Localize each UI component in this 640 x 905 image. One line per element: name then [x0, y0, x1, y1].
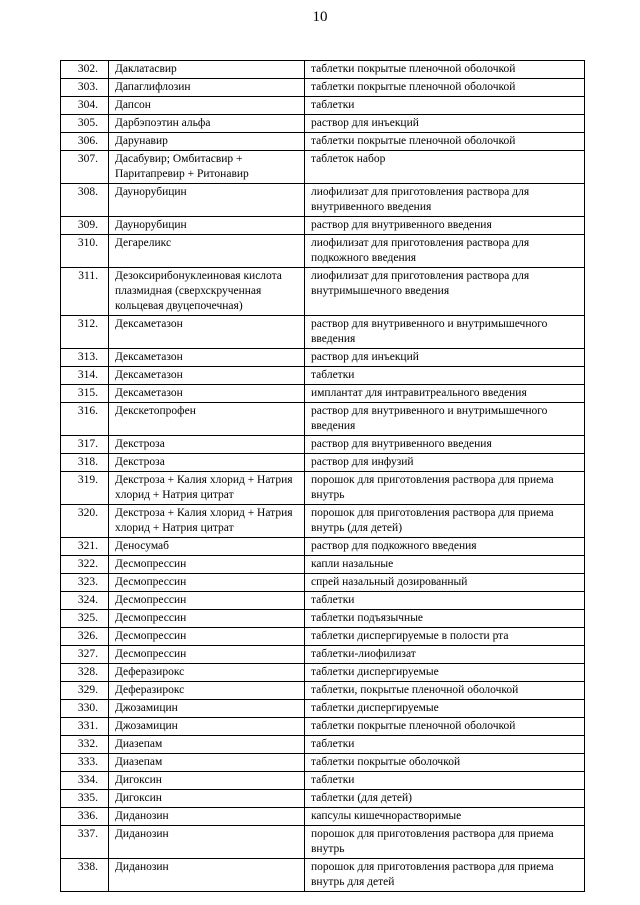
row-number-cell: 320. — [61, 505, 109, 538]
dosage-form-cell: таблетки — [305, 736, 585, 754]
row-number-cell: 324. — [61, 592, 109, 610]
page-number: 10 — [312, 9, 328, 25]
row-number-cell: 326. — [61, 628, 109, 646]
drug-name-cell: Декстроза — [109, 436, 305, 454]
dosage-form-cell: имплантат для интравитреального введения — [305, 385, 585, 403]
dosage-form-cell: таблетки покрытые пленочной оболочкой — [305, 79, 585, 97]
table-row — [61, 151, 585, 184]
table-row — [61, 184, 585, 217]
row-number-cell: 323. — [61, 574, 109, 592]
dosage-form-cell: порошок для приготовления раствора для приема внутрь (для детей) — [305, 505, 585, 538]
dosage-form-cell: таблеток набор — [305, 151, 585, 184]
drug-table — [60, 60, 585, 892]
table-row — [61, 472, 585, 505]
row-number-cell: 337. — [61, 826, 109, 859]
dosage-form-cell: спрей назальный дозированный — [305, 574, 585, 592]
drug-name-cell: Десмопрессин — [109, 556, 305, 574]
dosage-form-cell: капсулы кишечнорастворимые — [305, 808, 585, 826]
row-number-cell: 334. — [61, 772, 109, 790]
table-row — [61, 610, 585, 628]
drug-name-cell: Десмопрессин — [109, 592, 305, 610]
dosage-form-cell: раствор для внутривенного и внутримышечного введения — [305, 316, 585, 349]
dosage-form-cell: таблетки диспергируемые — [305, 700, 585, 718]
drug-name-cell: Джозамицин — [109, 700, 305, 718]
drug-name-cell: Декстроза — [109, 454, 305, 472]
row-number-cell: 327. — [61, 646, 109, 664]
table-row — [61, 700, 585, 718]
drug-name-cell: Дексаметазон — [109, 349, 305, 367]
drug-name-cell: Дексаметазон — [109, 316, 305, 349]
table-row — [61, 538, 585, 556]
drug-name-cell: Дигоксин — [109, 772, 305, 790]
table-row — [61, 790, 585, 808]
drug-name-cell: Дарунавир — [109, 133, 305, 151]
table-row — [61, 385, 585, 403]
row-number-cell: 302. — [61, 61, 109, 79]
dosage-form-cell: таблетки — [305, 592, 585, 610]
table-row — [61, 646, 585, 664]
drug-name-cell: Десмопрессин — [109, 628, 305, 646]
dosage-form-cell: таблетки диспергируемые — [305, 664, 585, 682]
row-number-cell: 315. — [61, 385, 109, 403]
row-number-cell: 335. — [61, 790, 109, 808]
drug-name-cell: Даклатасвир — [109, 61, 305, 79]
table-row — [61, 592, 585, 610]
dosage-form-cell: таблетки покрытые пленочной оболочкой — [305, 61, 585, 79]
dosage-form-cell: раствор для инъекций — [305, 349, 585, 367]
dosage-form-cell: раствор для подкожного введения — [305, 538, 585, 556]
row-number-cell: 330. — [61, 700, 109, 718]
table-row — [61, 826, 585, 859]
dosage-form-cell: раствор для внутривенного введения — [305, 436, 585, 454]
dosage-form-cell: таблетки — [305, 97, 585, 115]
dosage-form-cell: таблетки — [305, 772, 585, 790]
dosage-form-cell: таблетки подъязычные — [305, 610, 585, 628]
table-row — [61, 115, 585, 133]
drug-name-cell: Дарбэпоэтин альфа — [109, 115, 305, 133]
drug-name-cell: Декстроза + Калия хлорид + Натрия хлорид + Натрия цитрат — [109, 505, 305, 538]
drug-name-cell: Дасабувир; Омбитасвир + Паритапревир + Ритонавир — [109, 151, 305, 184]
table-row — [61, 718, 585, 736]
row-number-cell: 325. — [61, 610, 109, 628]
row-number-cell: 304. — [61, 97, 109, 115]
table-row — [61, 436, 585, 454]
drug-name-cell: Дигоксин — [109, 790, 305, 808]
drug-name-cell: Диазепам — [109, 754, 305, 772]
table-row — [61, 316, 585, 349]
dosage-form-cell: лиофилизат для приготовления раствора для подкожного введения — [305, 235, 585, 268]
table-row — [61, 235, 585, 268]
drug-name-cell: Диазепам — [109, 736, 305, 754]
row-number-cell: 312. — [61, 316, 109, 349]
dosage-form-cell: раствор для инфузий — [305, 454, 585, 472]
row-number-cell: 336. — [61, 808, 109, 826]
drug-name-cell: Дексаметазон — [109, 385, 305, 403]
row-number-cell: 316. — [61, 403, 109, 436]
dosage-form-cell: лиофилизат для приготовления раствора для внутримышечного введения — [305, 268, 585, 316]
table-row — [61, 133, 585, 151]
drug-name-cell: Дапсон — [109, 97, 305, 115]
drug-name-cell: Даунорубицин — [109, 184, 305, 217]
table-row — [61, 268, 585, 316]
dosage-form-cell: раствор для инъекций — [305, 115, 585, 133]
dosage-form-cell: порошок для приготовления раствора для приема внутрь — [305, 826, 585, 859]
table-row — [61, 772, 585, 790]
drug-name-cell: Даунорубицин — [109, 217, 305, 235]
table-row — [61, 628, 585, 646]
table-row — [61, 217, 585, 235]
row-number-cell: 311. — [61, 268, 109, 316]
drug-name-cell: Диданозин — [109, 826, 305, 859]
row-number-cell: 317. — [61, 436, 109, 454]
row-number-cell: 305. — [61, 115, 109, 133]
table-row — [61, 349, 585, 367]
drug-name-cell: Декстроза + Калия хлорид + Натрия хлорид + Натрия цитрат — [109, 472, 305, 505]
table-row — [61, 367, 585, 385]
row-number-cell: 328. — [61, 664, 109, 682]
row-number-cell: 309. — [61, 217, 109, 235]
dosage-form-cell: таблетки диспергируемые в полости рта — [305, 628, 585, 646]
table-row — [61, 808, 585, 826]
dosage-form-cell: таблетки (для детей) — [305, 790, 585, 808]
table-row — [61, 556, 585, 574]
row-number-cell: 307. — [61, 151, 109, 184]
dosage-form-cell: раствор для внутривенного и внутримышечного введения — [305, 403, 585, 436]
table-row — [61, 736, 585, 754]
row-number-cell: 338. — [61, 859, 109, 892]
row-number-cell: 332. — [61, 736, 109, 754]
row-number-cell: 318. — [61, 454, 109, 472]
drug-name-cell: Джозамицин — [109, 718, 305, 736]
drug-name-cell: Деносумаб — [109, 538, 305, 556]
dosage-form-cell: таблетки покрытые оболочкой — [305, 754, 585, 772]
row-number-cell: 322. — [61, 556, 109, 574]
row-number-cell: 331. — [61, 718, 109, 736]
dosage-form-cell: таблетки-лиофилизат — [305, 646, 585, 664]
drug-name-cell: Диданозин — [109, 808, 305, 826]
dosage-form-cell: раствор для внутривенного введения — [305, 217, 585, 235]
drug-name-cell: Десмопрессин — [109, 574, 305, 592]
drug-name-cell: Дезоксирибонуклеиновая кислота плазмидная (сверхскрученная кольцевая двуцепочечная) — [109, 268, 305, 316]
table-row — [61, 682, 585, 700]
row-number-cell: 319. — [61, 472, 109, 505]
dosage-form-cell: таблетки — [305, 367, 585, 385]
table-row — [61, 79, 585, 97]
row-number-cell: 333. — [61, 754, 109, 772]
dosage-form-cell: капли назальные — [305, 556, 585, 574]
drug-name-cell: Деферазирокс — [109, 664, 305, 682]
row-number-cell: 313. — [61, 349, 109, 367]
row-number-cell: 308. — [61, 184, 109, 217]
table-row — [61, 859, 585, 892]
table-row — [61, 505, 585, 538]
row-number-cell: 329. — [61, 682, 109, 700]
drug-name-cell: Дегареликс — [109, 235, 305, 268]
table-row — [61, 403, 585, 436]
drug-name-cell: Диданозин — [109, 859, 305, 892]
drug-table-body — [61, 61, 585, 892]
table-row — [61, 97, 585, 115]
drug-name-cell: Деферазирокс — [109, 682, 305, 700]
table-row — [61, 574, 585, 592]
row-number-cell: 310. — [61, 235, 109, 268]
dosage-form-cell: таблетки, покрытые пленочной оболочкой — [305, 682, 585, 700]
row-number-cell: 321. — [61, 538, 109, 556]
dosage-form-cell: таблетки покрытые пленочной оболочкой — [305, 133, 585, 151]
dosage-form-cell: лиофилизат для приготовления раствора для внутривенного введения — [305, 184, 585, 217]
drug-name-cell: Дексаметазон — [109, 367, 305, 385]
drug-name-cell: Десмопрессин — [109, 610, 305, 628]
table-row — [61, 61, 585, 79]
dosage-form-cell: таблетки покрытые пленочной оболочкой — [305, 718, 585, 736]
row-number-cell: 303. — [61, 79, 109, 97]
drug-name-cell: Декскетопрофен — [109, 403, 305, 436]
row-number-cell: 314. — [61, 367, 109, 385]
table-row — [61, 454, 585, 472]
table-row — [61, 664, 585, 682]
drug-name-cell: Дапаглифлозин — [109, 79, 305, 97]
dosage-form-cell: порошок для приготовления раствора для приема внутрь — [305, 472, 585, 505]
dosage-form-cell: порошок для приготовления раствора для приема внутрь для детей — [305, 859, 585, 892]
table-row — [61, 754, 585, 772]
drug-name-cell: Десмопрессин — [109, 646, 305, 664]
row-number-cell: 306. — [61, 133, 109, 151]
